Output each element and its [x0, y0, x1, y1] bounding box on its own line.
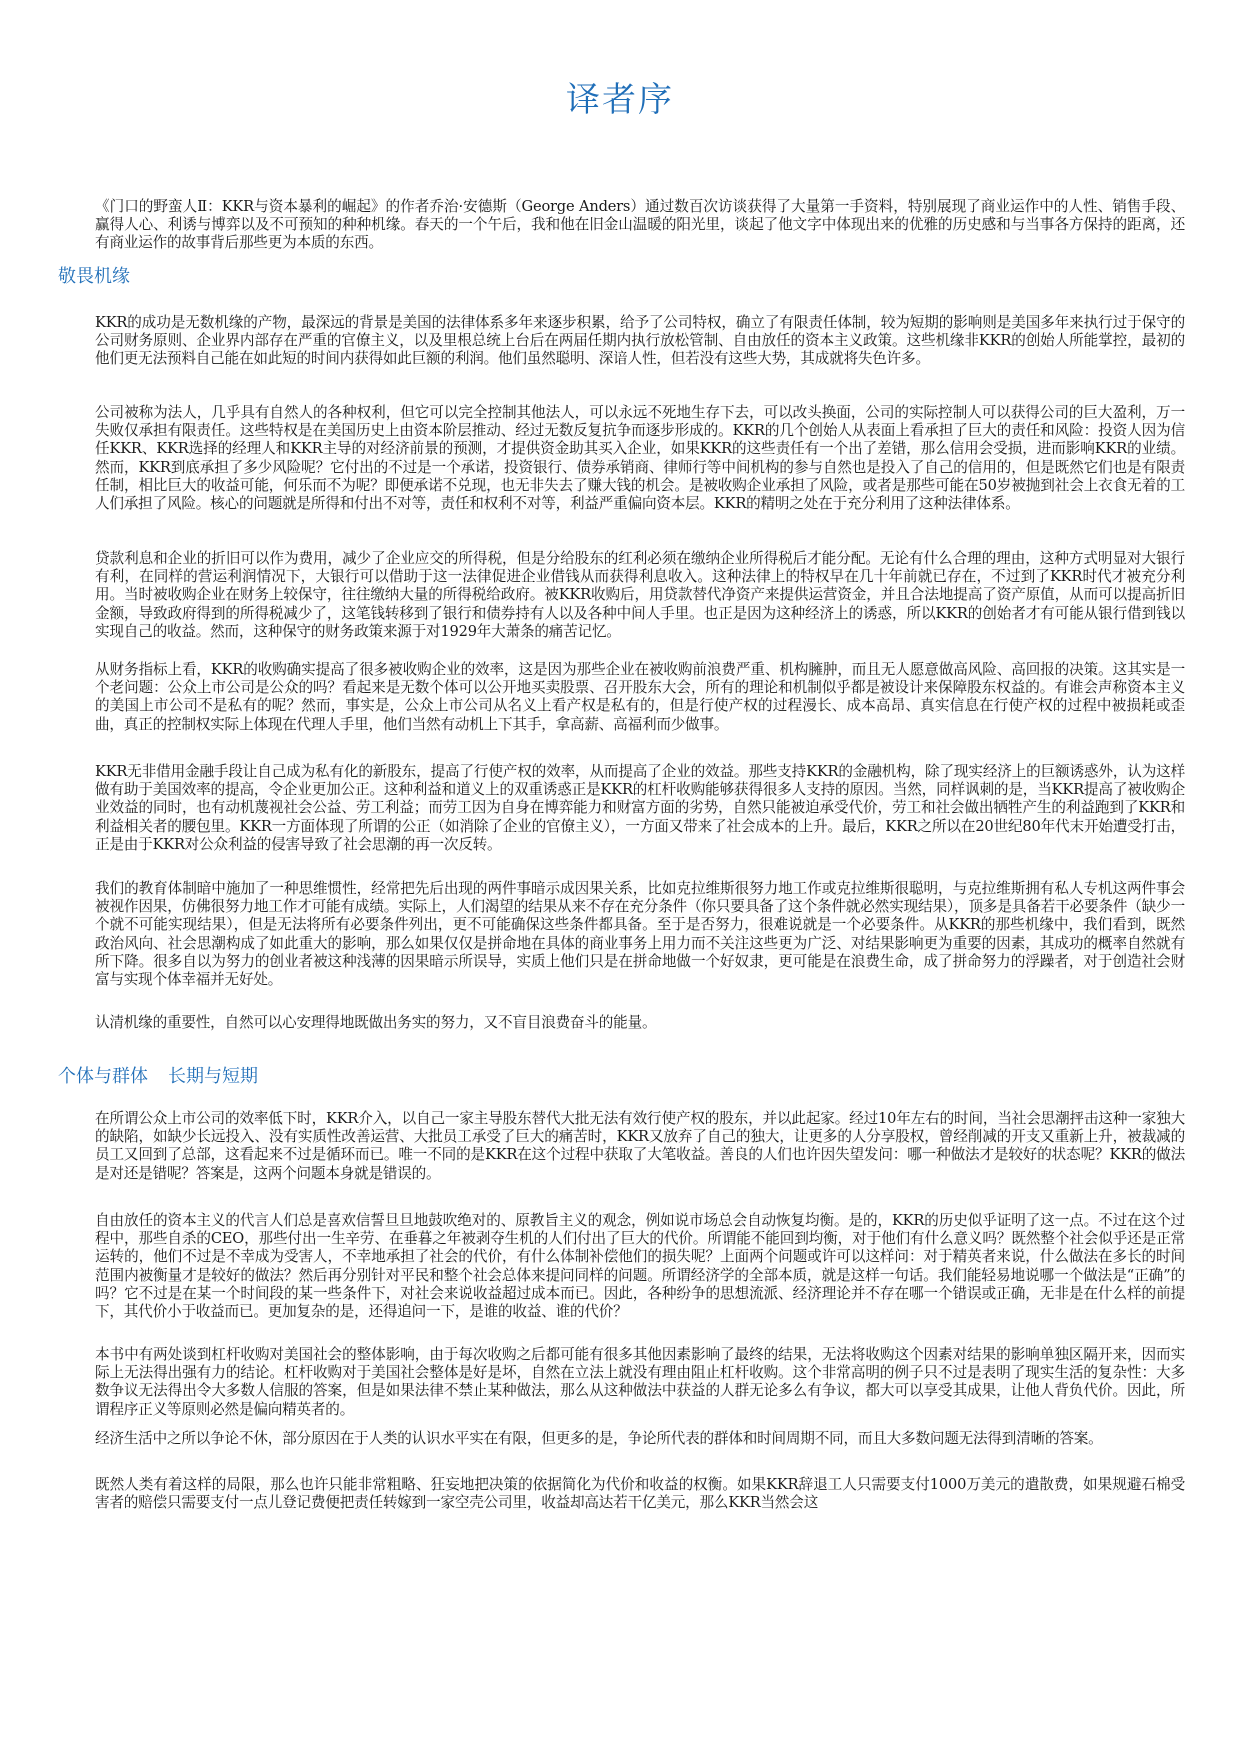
section-heading-2b: 长期与短期: [168, 1066, 258, 1087]
section2-paragraph-5: 既然人类有着这样的局限，那么也许只能非常粗略、狂妄地把决策的依据简化为代价和收益的权衡。如果KKR辞退工人只需要支付1000万美元的遣散费，如果规避石棉受害者的赔偿只需要支付一点儿登记费便把责任转嫁到一家空壳公司里，收益却高达若干亿美元，那么KKR当然会这: [95, 1476, 1185, 1512]
section2-paragraph-3: 本书中有两处谈到杠杆收购对美国社会的整体影响，由于每次收购之后都可能有很多其他因素影响了最终的结果，无法将收购这个因素对结果的影响单独区隔开来，因而实际上无法得出强有力的结论。杠杆收购对于美国社会整体是好是坏，自然在立法上就没有理由阻止杠杆收购。这个非常高明的例子只不过是表明了现实生活的复杂性：大多数争议无法得出令大多数人信服的答案，但是如果法律不禁止某种做法，那么从这种做法中获益的人群无论多么有争议，都大可以享受其成果，让他人背负代价。因此，所谓程序正义等原则必然是偏向精英者的。: [95, 1346, 1185, 1418]
section2-paragraph-2: 自由放任的资本主义的代言人们总是喜欢信誓旦旦地鼓吹绝对的、原教旨主义的观念，例如说市场总会自动恢复均衡。是的，KKR的历史似乎证明了这一点。不过在这个过程中，那些自杀的CEO，那些付出一生辛劳、在垂暮之年被剥夺生机的人们付出了巨大的代价。所谓能不能回到均衡，对于他们有什么意义吗？既然整个社会似乎还是正常运转的，他们不过是不幸成为受害人，不幸地承担了社会的代价，有什么体制补偿他们的损失呢？上面两个问题或许可以这样问：对于精英者来说，什么做法在多长的时间范围内被衡量才是较好的做法？然后再分别针对平民和整个社会总体来提问同样的问题。所谓经济学的全部本质，就是这样一句话。我们能轻易地说哪一个做法是“正确”的吗？它不过是在某一个时间段的某一些条件下，对社会来说收益超过成本而已。因此，各种纷争的思想流派、经济理论并不存在哪一个错误或正确，无非是在什么样的前提下，其代价小于收益而已。更加复杂的是，还得追问一下，是谁的收益、谁的代价？: [95, 1212, 1185, 1321]
section1-paragraph-6: 我们的教育体制暗中施加了一种思维惯性，经常把先后出现的两件事暗示成因果关系，比如克拉维斯很努力地工作或克拉维斯很聪明，与克拉维斯拥有私人专机这两件事会被视作因果，仿佛很努力地工作才可能有成绩。实际上，人们渴望的结果从来不存在充分条件（你只要具备了这个条件就必然实现结果），顶多是具备若干必要条件（缺少一个就不可能实现结果），但是无法将所有必要条件列出，更不可能确保这些条件都具备。至于是否努力，很难说就是一个必要条件。从KKR的那些机缘中，我们看到，既然政治风向、社会思潮构成了如此重大的影响，那么如果仅仅是拼命地在具体的商业事务上用力而不关注这些更为广泛、对结果影响更为重要的因素，其成功的概率自然就有所下降。很多自以为努力的创业者被这种浅薄的因果暗示所误导，实质上他们只是在拼命地做一个好奴隶，更可能是在浪费生命，成了拼命努力的浮躁者，对于创造社会财富与实现个体幸福并无好处。: [95, 880, 1185, 989]
section1-paragraph-2: 公司被称为法人，几乎具有自然人的各种权利，但它可以完全控制其他法人，可以永远不死地生存下去，可以改头换面，公司的实际控制人可以获得公司的巨大盈利，万一失败仅承担有限责任。这些特权是在美国历史上由资本阶层推动、经过无数反复抗争而逐步形成的。KKR的几个创始人从表面上看承担了巨大的责任和风险：投资人因为信任KKR、KKR选择的经理人和KKR主导的对经济前景的预测，才提供资金助其买入企业，如果KKR的这些责任有一个出了差错，那么信用会受损，进而影响KKR的业绩。然而，KKR到底承担了多少风险呢？它付出的不过是一个承诺，投资银行、债券承销商、律师行等中间机构的参与自然也是投入了自己的信用的，但是既然它们也是有限责任制，相比巨大的收益可能，何乐而不为呢？即便承诺不兑现，也无非失去了赚大钱的机会。是被收购企业承担了风险，或者是那些可能在50岁被抛到社会上衣食无着的工人们承担了风险。核心的问题就是所得和付出不对等，责任和权利不对等，利益严重偏向资本层。KKR的精明之处在于充分利用了这种法律体系。: [95, 404, 1185, 513]
section-heading-1: 敬畏机缘: [58, 266, 130, 287]
section1-paragraph-7: 认清机缘的重要性，自然可以心安理得地既做出务实的努力，又不盲目浪费奋斗的能量。: [95, 1014, 657, 1031]
page-title: 译者序: [566, 80, 674, 120]
section2-paragraph-1: 在所谓公众上市公司的效率低下时，KKR介入，以自己一家主导股东替代大批无法有效行使产权的股东，并以此起家。经过10年左右的时间，当社会思潮抨击这种一家独大的缺陷，如缺少长远投入、没有实质性改善运营、大批员工承受了巨大的痛苦时，KKR又放弃了自己的独大，让更多的人分享股权，曾经削减的开支又重新上升，被裁减的员工又回到了总部，这看起来不过是循环而已。唯一不同的是KKR在这个过程中获取了大笔收益。善良的人们也许因失望发问：哪一种做法才是较好的状态呢？KKR的做法是对还是错呢？答案是，这两个问题本身就是错误的。: [95, 1110, 1185, 1182]
section1-paragraph-3: 贷款利息和企业的折旧可以作为费用，减少了企业应交的所得税，但是分给股东的红利必须在缴纳企业所得税后才能分配。无论有什么合理的理由，这种方式明显对大银行有利，在同样的营运利润情况下，大银行可以借助于这一法律促进企业借钱从而获得利息收入。这种法律上的特权早在几十年前就已存在，不过到了KKR时代才被充分利用。当时被收购企业在财务上较保守，往往缴纳大量的所得税给政府。被KKR收购后，用贷款替代净资产来提供运营资金，并且合法地提高了资产原值，从而可以提高折旧金额，导致政府得到的所得税减少了，这笔钱转移到了银行和债券持有人以及各种中间人手里。也正是因为这种经济上的诱惑，所以KKR的创始者才有可能从银行借到钱以实现自己的收益。然而，这种保守的财务政策来源于对1929年大萧条的痛苦记忆。: [95, 550, 1185, 640]
section-heading-2a: 个体与群体: [58, 1066, 148, 1087]
section2-paragraph-4: 经济生活中之所以争论不休，部分原因在于人类的认识水平实在有限，但更多的是，争论所代表的群体和时间周期不同，而且大多数问题无法得到清晰的答案。: [95, 1430, 1103, 1447]
section1-paragraph-5: KKR无非借用金融手段让自己成为私有化的新股东，提高了行使产权的效率，从而提高了企业的效益。那些支持KKR的金融机构，除了现实经济上的巨额诱惑外，认为这样做有助于美国效率的提高，令企业更加公正。这种利益和道义上的双重诱惑正是KKR的杠杆收购能够获得很多人支持的原因。当然，同样讽刺的是，当KKR提高了被收购企业效益的同时，也有动机蔑视社会公益、劳工利益；而劳工因为自身在博弈能力和财富方面的劣势，自然只能被迫承受代价，劳工和社会做出牺牲产生的利益跑到了KKR和利益相关者的腰包里。KKR一方面体现了所谓的公正（如消除了企业的官僚主义），一方面又带来了社会成本的上升。最后，KKR之所以在20世纪80年代末开始遭受打击，正是由于KKR对公众利益的侵害导致了社会思潮的再一次反转。: [95, 763, 1185, 853]
section1-paragraph-4: 从财务指标上看，KKR的收购确实提高了很多被收购企业的效率，这是因为那些企业在被收购前浪费严重、机构臃肿，而且无人愿意做高风险、高回报的决策。这其实是一个老问题：公众上市公司是公众的吗？看起来是无数个体可以公开地买卖股票、召开股东大会，所有的理论和机制似乎都是被设计来保障股东权益的。有谁会声称资本主义的美国上市公司不是私有的呢？然而，事实是，公众上市公司从名义上看产权是私有的，但是行使产权的过程漫长、成本高昂、真实信息在行使产权的过程中被损耗或歪曲，真正的控制权实际上体现在代理人手里，他们当然有动机上下其手，拿高薪、高福利而少做事。: [95, 661, 1185, 733]
section1-paragraph-1: KKR的成功是无数机缘的产物，最深远的背景是美国的法律体系多年来逐步积累，给予了公司特权，确立了有限责任体制，较为短期的影响则是美国多年来执行过于保守的公司财务原则、企业界内部存在严重的官僚主义，以及里根总统上台后在两届任期内执行放松管制、自由放任的资本主义政策。这些机缘非KKR的创始人所能掌控，最初的他们更无法预料自己能在如此短的时间内获得如此巨额的利润。他们虽然聪明、深谙人性，但若没有这些大势，其成就将失色许多。: [95, 314, 1185, 368]
intro-paragraph: 《门口的野蛮人Ⅱ：KKR与资本暴利的崛起》的作者乔治·安德斯（George Anders）通过数百次访谈获得了大量第一手资料，特别展现了商业运作中的人性、销售手段、赢得人心、利诱与博弈以及不可预知的种种机缘。春天的一个午后，我和他在旧金山温暖的阳光里，谈起了他文字中体现出来的优雅的历史感和与当事各方保持的距离，还有商业运作的故事背后那些更为本质的东西。: [95, 198, 1185, 252]
section-heading-2: [58, 1062, 258, 1088]
